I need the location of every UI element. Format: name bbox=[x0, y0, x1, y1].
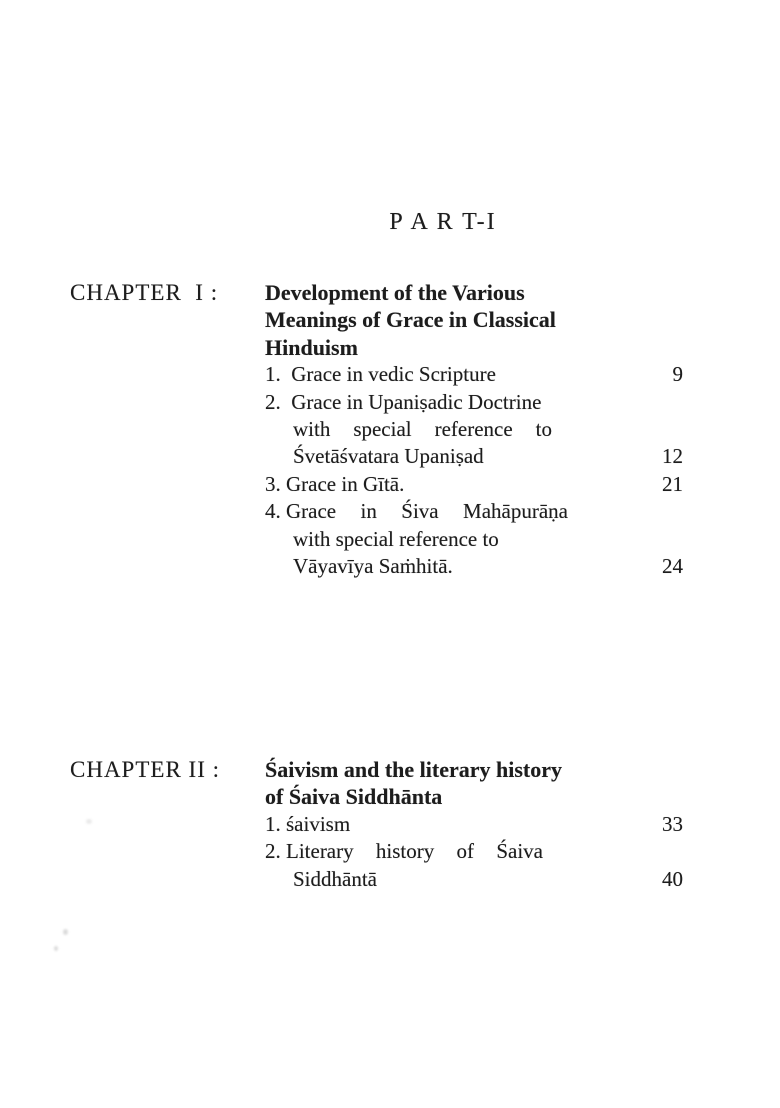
page-number: 12 bbox=[662, 444, 683, 469]
toc-line bbox=[265, 553, 686, 580]
ch2-item-1: 1. śaivism bbox=[265, 811, 351, 836]
page-number: 21 bbox=[662, 471, 683, 496]
ch1-title-line-2: Meanings of Grace in Classical bbox=[265, 307, 556, 333]
toc-line bbox=[265, 783, 686, 810]
toc-line bbox=[265, 361, 686, 388]
ch1-item-2-line-1: 2. Grace in Upaniṣadic Doctrine bbox=[265, 389, 542, 414]
toc-line bbox=[265, 416, 686, 443]
scan-speck bbox=[63, 929, 68, 935]
chapter-i-content bbox=[265, 279, 686, 580]
toc-line bbox=[265, 389, 686, 416]
ch2-item-2-line-1: 2. Literary history of Śaiva bbox=[265, 839, 543, 864]
toc-line bbox=[265, 471, 686, 498]
toc-line bbox=[265, 811, 686, 838]
toc-line bbox=[265, 838, 686, 865]
chapter-ii-content bbox=[265, 756, 686, 893]
ch1-item-2-line-2: with special reference to bbox=[293, 416, 552, 441]
ch2-title-line-1: Śaivism and the literary history bbox=[265, 757, 562, 782]
ch1-title-line-1: Development of the Various bbox=[265, 280, 525, 305]
toc-line bbox=[265, 498, 686, 525]
toc-line bbox=[265, 279, 686, 306]
ch2-item-2-line-2: Siddhāntā bbox=[293, 866, 377, 891]
scan-speck bbox=[86, 819, 92, 824]
toc-line bbox=[265, 306, 686, 333]
ch2-title-line-2: of Śaiva Siddhānta bbox=[265, 784, 443, 810]
chapter-i-section bbox=[70, 279, 686, 580]
page-number: 33 bbox=[662, 811, 683, 836]
page-number: 9 bbox=[672, 362, 683, 387]
chapter-ii-label: CHAPTER II : bbox=[70, 757, 220, 782]
ch1-item-4-line-2: with special reference to bbox=[293, 526, 499, 551]
chapter-i-label: CHAPTER I : bbox=[70, 280, 219, 305]
chapter-ii-section bbox=[70, 756, 686, 893]
toc-line bbox=[265, 756, 686, 783]
ch1-title-line-3: Hinduism bbox=[265, 334, 358, 360]
scan-speck bbox=[54, 946, 58, 951]
page-number: 40 bbox=[662, 866, 683, 891]
toc-line bbox=[265, 526, 686, 553]
toc-line bbox=[265, 866, 686, 893]
ch1-item-4-line-3: Vāyavīya Saṁhitā. bbox=[293, 553, 453, 578]
ch1-item-2-line-3: Śvetāśvatara Upaniṣad bbox=[293, 444, 484, 469]
ch1-item-3: 3. Grace in Gītā. bbox=[265, 471, 405, 496]
toc-line bbox=[265, 334, 686, 361]
ch1-item-4-line-1: 4. Grace in Śiva Mahāpurāṇa bbox=[265, 499, 568, 524]
page-number: 24 bbox=[662, 553, 683, 578]
ch1-item-1: 1. Grace in vedic Scripture bbox=[265, 362, 496, 387]
part-title: P A R T-I bbox=[389, 209, 497, 235]
toc-line bbox=[265, 443, 686, 470]
